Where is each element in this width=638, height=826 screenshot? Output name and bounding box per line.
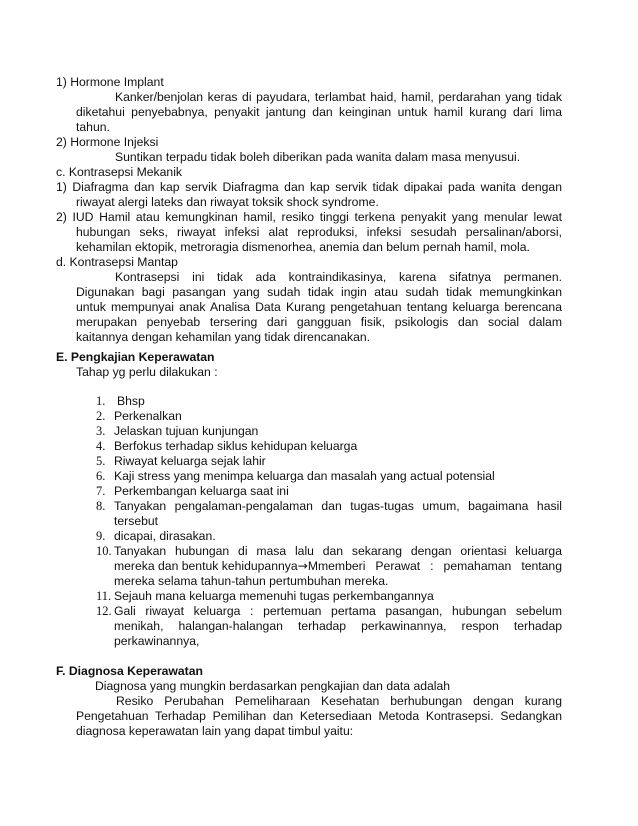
list-item: Berfokus terhadap siklus kehidupan keluarga [114, 439, 358, 453]
list-item: Tanyakan pengalaman-pengalaman dan tugas-tugas umum, bagaimana hasil [114, 499, 562, 513]
list-item: Perkenalkan [114, 409, 182, 423]
list-number: 3. [96, 424, 106, 438]
continuation-text-tail [298, 559, 562, 574]
list-item: Gali riwayat keluarga : pertemuan pertama pasangan, hubungan sebelum [114, 604, 562, 618]
continuation-text: mereka dan bentuk kehidupannya [114, 559, 298, 573]
list-item: Kaji stress yang menimpa keluarga dan masalah yang actual potensial [114, 469, 495, 483]
list-number: 12. [96, 604, 112, 618]
arrow-right-icon: → [297, 559, 308, 573]
section-heading-pengkajian: E. Pengkajian Keperawatan [56, 350, 215, 364]
paragraph-line: hubungan seks, riwayat infeksi alat reproduksi, infeksi sesudah persalinan/aborsi, [76, 225, 562, 239]
list-item: Jelaskan tujuan kunjungan [114, 424, 259, 438]
list-item: Sejauh mana keluarga memenuhi tugas perkembangannya [114, 589, 434, 603]
paragraph-line: Diagnosa yang mungkin berdasarkan pengkajian dan data adalah [95, 679, 451, 693]
paragraph-line: diagnosa keperawatan lain yang dapat timbul yaitu: [76, 724, 354, 738]
paragraph-line: Digunakan bagi pasangan yang sudah tidak ingin atau sudah tidak memungkinkan [76, 285, 562, 299]
list-item-continuation: mereka selama tahun-tahun pertumbuhan mereka. [114, 574, 389, 588]
list-number: 1. [96, 394, 106, 408]
paragraph-line: diketahui penyebabnya, penyakit jantung dan keinginan untuk hamil kurang dari lima [76, 105, 562, 119]
paragraph-line: Pengetahuan Terhadap Pemilihan dan Ketersediaan Metoda Kontrasepsi. Sedangkan [76, 709, 562, 723]
list-number: 11. [96, 589, 112, 603]
list-item-continuation: perkawinannya, [114, 634, 200, 648]
section-heading-diagnosa: F. Diagnosa Keperawatan [56, 664, 203, 678]
list-number: 10. [96, 544, 112, 558]
list-number: 7. [96, 484, 106, 498]
section-intro: Tahap yg perlu dilakukan : [76, 365, 218, 379]
list-number: 6. [96, 469, 106, 483]
paragraph-line: untuk mempunyai anak Analisa Data Kurang pengetahuan tentang keluarga berencana [76, 300, 562, 314]
list-number: 4. [96, 439, 106, 453]
continuation-text: Mmemberi Perawat : pemahaman tentang [307, 559, 562, 573]
list-number: 8. [96, 499, 106, 513]
paragraph-line: kehamilan ektopik, metroragia dismenorhea, anemia dan belum pernah hamil, mola. [76, 240, 530, 254]
paragraph-line: Kontrasepsi ini tidak ada kontraindikasinya, karena sifatnya permanen. [115, 270, 562, 284]
paragraph-line: tahun. [76, 120, 110, 134]
paragraph-line: merupakan penyebab tersering dari gangguan fisik, psikologis dan social dalam [76, 315, 562, 329]
item-kontrasepsi-mantap: d. Kontrasepsi Mantap [56, 255, 178, 269]
paragraph-line: Kanker/benjolan keras di payudara, terlambat haid, hamil, perdarahan yang tidak [115, 90, 562, 104]
item-kontrasepsi-mekanik: c. Kontrasepsi Mekanik [56, 165, 182, 179]
list-item: Bhsp [117, 394, 145, 408]
paragraph-line: Resiko Perubahan Pemeliharaan Kesehatan berhubungan dengan kurang [116, 694, 562, 708]
paragraph-line: riwayat alergi lateks dan riwayat toksik shock syndrome. [76, 195, 379, 209]
list-item: dicapai, dirasakan. [114, 529, 216, 543]
paragraph-line: kaitannya dengan kehamilan yang tidak direncanakan. [76, 330, 371, 344]
list-item-continuation: menikah, halangan-halangan terhadap perkawinannya, respon terhadap [114, 619, 562, 633]
item-hormone-injeksi: 2) Hormone Injeksi [56, 135, 159, 149]
item-diafragma: 1) Diafragma dan kap servik Diafragma dan kap servik tidak dipakai pada wanita dengan [56, 180, 562, 194]
paragraph-line: Suntikan terpadu tidak boleh diberikan pada wanita dalam masa menyusui. [115, 150, 521, 164]
list-number: 2. [96, 409, 106, 423]
list-item-continuation: tersebut [114, 514, 159, 528]
item-hormone-implant: 1) Hormone Implant [56, 75, 164, 89]
list-number: 5. [96, 454, 106, 468]
list-item: Perkembangan keluarga saat ini [114, 484, 289, 498]
item-iud: 2) IUD Hamil atau kemungkinan hamil, resiko tinggi terkena penyakit yang menular lewat [56, 210, 562, 224]
list-item-continuation [114, 559, 562, 574]
list-number: 9. [96, 529, 106, 543]
list-item: Tanyakan hubungan di masa lalu dan sekarang dengan orientasi keluarga [114, 544, 562, 558]
list-item: Riwayat keluarga sejak lahir [114, 454, 266, 468]
